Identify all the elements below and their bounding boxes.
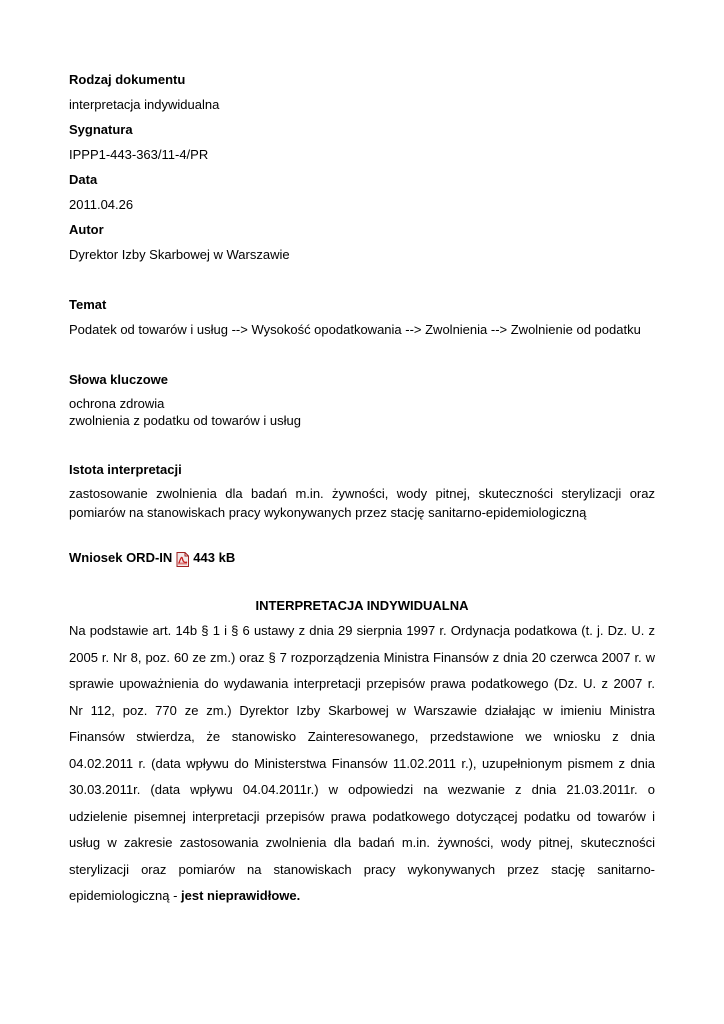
body-line: 2005 r. Nr 8, poz. 60 ze zm.) oraz § 7 rozporządzenia Ministra Finansów z dnia 20 czerwca 2007 r. w [69,649,655,665]
body-line: 30.03.2011r. (data wpływu 04.04.2011r.) w odpowiedzi na wezwanie z dnia 21.03.2011r. o [69,782,655,797]
istota-text [69,484,655,522]
wniosek-size: 443 kB [193,550,236,565]
body-line: usług w zakresie zastosowania zwolnienia dla badań m.in. żywności, wody pitnej, skuteczności [69,835,655,850]
interpretacja-body [69,618,655,910]
sygnatura-value: IPPP1-443-363/11-4/PR [69,147,209,162]
autor-value: Dyrektor Izby Skarbowej w Warszawie [69,247,290,262]
document-page [69,67,655,910]
verdict: jest nieprawidłowe. [181,888,301,903]
body-last-line [69,883,655,910]
body-line: Finansów stwierdza, że stanowisko Zainteresowanego, przedstawione we wniosku z dnia [69,729,655,744]
body-line: sterylizacji oraz pomiarów na stanowiskach pracy wykonywanych przez stację sanitarno- [69,861,655,877]
body-line: udzielenie pisemnej interpretacji przepisów prawa podatkowego dotyczącej podatku od towarów i [69,808,655,824]
temat-label: Temat [69,297,107,312]
body-line: Nr 112, poz. 770 ze zm.) Dyrektor Izby Skarbowej w Warszawie działając w imieniu Ministra [69,702,655,718]
autor-label: Autor [69,222,104,237]
istota-label: Istota interpretacji [69,462,182,477]
slowa-kluczowe-label: Słowa kluczowe [69,372,168,387]
body-line: Na podstawie art. 14b § 1 i § 6 ustawy z dnia 29 sierpnia 1997 r. Ordynacja podatkowa (t. j. Dz. U. z [69,623,655,638]
wniosek-label: Wniosek ORD-IN [69,550,173,565]
istota-line: pomiarów na stanowiskach pracy wykonywanych przez stację sanitarno-epidemiologiczną [69,505,587,520]
body-last-prefix: epidemiologiczną - [69,888,182,903]
spacer [69,522,655,545]
data-value: 2011.04.26 [69,197,134,212]
keyword-item: ochrona zdrowia [69,396,165,411]
spacer [69,342,655,367]
spacer [69,267,655,292]
spacer [69,570,655,593]
rodzaj-label: Rodzaj dokumentu [69,72,186,87]
data-label: Data [69,172,98,187]
interpretacja-title: INTERPRETACJA INDYWIDUALNA [255,598,469,613]
pdf-icon[interactable] [176,550,189,565]
body-line: sprawie upoważnienia do wydawania interpretacji przepisów prawa podatkowego (Dz. U. z 2007 r. [69,676,655,691]
wniosek-attachment [69,545,655,570]
sygnatura-label: Sygnatura [69,122,133,137]
keyword-list [69,395,655,429]
rodzaj-value: interpretacja indywidualna [69,97,220,112]
keyword-item: zwolnienia z podatku od towarów i usług [69,413,301,428]
temat-value: Podatek od towarów i usług --> Wysokość opodatkowania --> Zwolnienia --> Zwolnienie od podatku [69,322,641,337]
body-line: 04.02.2011 r. (data wpływu do Ministerstwa Finansów 11.02.2011 r.), uzupełnionym pismem z dnia [69,755,655,771]
istota-line: zastosowanie zwolnienia dla badań m.in. żywności, wody pitnej, skuteczności sterylizacji oraz [69,486,655,501]
spacer [69,434,655,457]
